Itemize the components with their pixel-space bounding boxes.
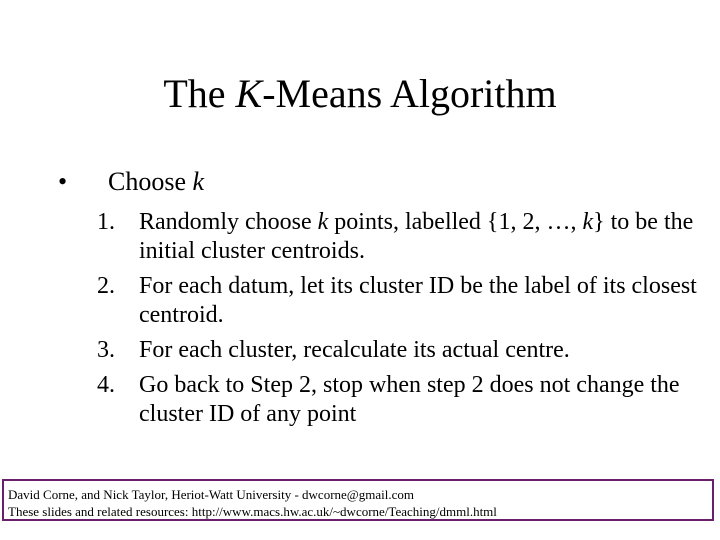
title-rest: -Means Algorithm <box>262 71 557 116</box>
step-number: 1. <box>97 209 115 235</box>
step-4 <box>97 371 697 429</box>
bullet-text: Choose <box>108 167 193 196</box>
bullet-choose-k <box>108 166 204 198</box>
step-number: 4. <box>97 372 115 398</box>
step-1 <box>97 208 697 266</box>
footer-resources-link: These slides and related resources: http://www.macs.hw.ac.uk/~dwcorne/Teaching/dmml.html <box>8 504 497 519</box>
title-italic-k: K <box>235 71 263 116</box>
step-1-var-k-2: k <box>582 209 594 235</box>
slide-title <box>0 70 720 118</box>
bullet-var-k: k <box>192 167 205 196</box>
footer <box>2 479 714 521</box>
footer-credits: David Corne, and Nick Taylor, Heriot-Watt University - dwcorne@gmail.com <box>8 487 415 502</box>
title-prefix: The <box>163 71 236 116</box>
step-2 <box>97 272 697 330</box>
step-3-text: For each cluster, recalculate its actual centre. <box>139 337 570 363</box>
step-number: 2. <box>97 273 115 299</box>
step-4-text: Go back to Step 2, stop when step 2 does not change the cluster ID of any point <box>139 372 680 427</box>
step-1-middle: points, labelled {1, 2, …, <box>328 209 583 235</box>
step-1-var-k: k <box>317 209 329 235</box>
step-1-before: Randomly choose <box>139 209 318 235</box>
bullet-marker: • <box>58 167 68 196</box>
step-2-text: For each datum, let its cluster ID be the label of its closest centroid. <box>139 273 697 328</box>
step-number: 3. <box>97 337 115 363</box>
step-3 <box>97 336 697 365</box>
algorithm-steps <box>97 208 697 435</box>
step-1-after: } to be the initial cluster centroids. <box>139 209 694 264</box>
